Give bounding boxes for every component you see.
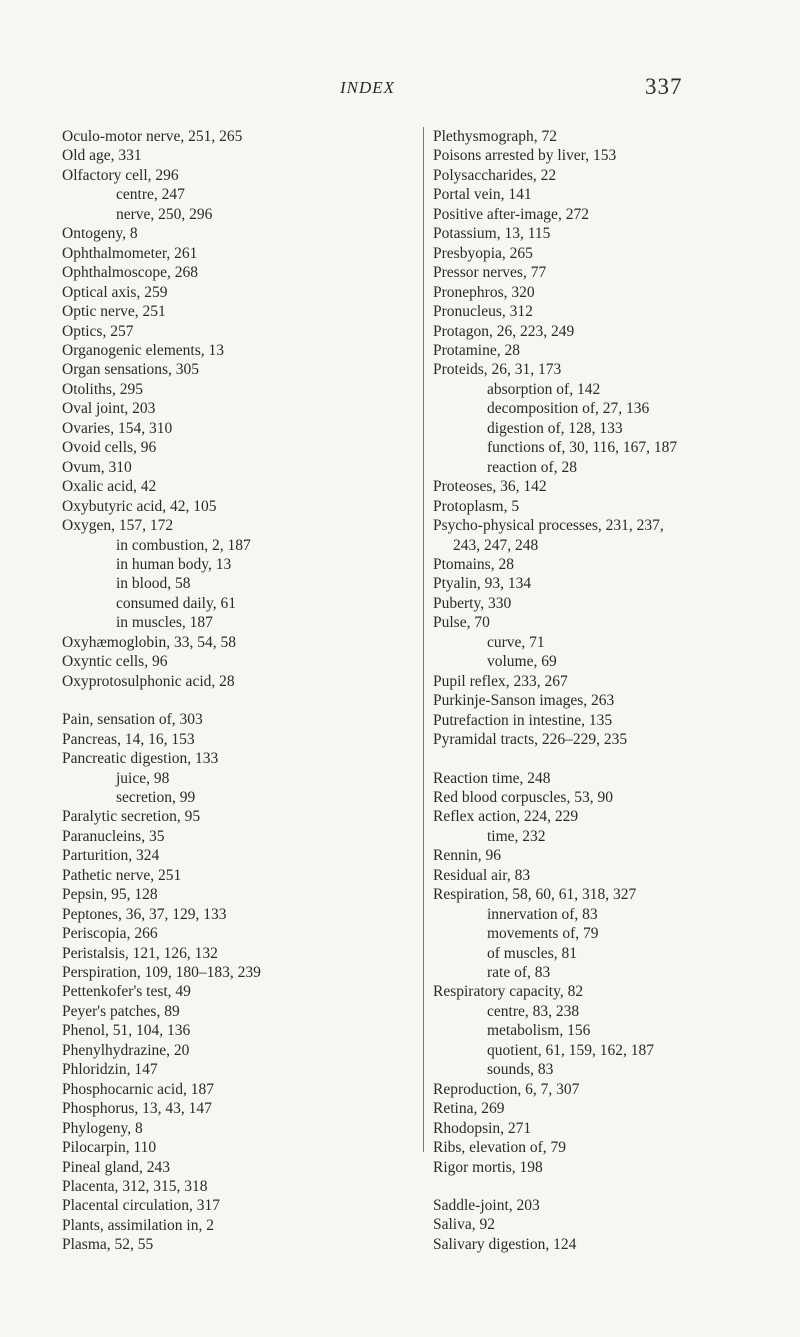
index-entry: Otoliths, 295 [62,380,143,398]
index-entry: Oxybutyric acid, 42, 105 [62,497,217,515]
index-entry: Pathetic nerve, 251 [62,866,182,884]
index-entry: Pyramidal tracts, 226–229, 235 [433,731,628,749]
index-entry: Red blood corpuscles, 53, 90 [433,788,613,806]
index-entry: Organ sensations, 305 [62,361,200,379]
index-entry: Protamine, 28 [433,341,520,359]
index-entry: Psycho-physical processes, 231, 237, [433,517,664,535]
index-entry: Saddle-joint, 203 [433,1197,540,1215]
index-entry: Oxalic acid, 42 [62,478,157,496]
index-subentry: reaction of, 28 [487,458,577,476]
index-entry: Phenylhydrazine, 20 [62,1041,190,1059]
index-entry: Ptyalin, 93, 134 [433,575,532,593]
index-entry: Periscopia, 266 [62,925,158,943]
index-entry: Peristalsis, 121, 126, 132 [62,944,218,962]
index-subentry: in human body, 13 [116,555,232,573]
index-subentry: time, 232 [487,827,546,845]
index-entry: Ribs, elevation of, 79 [433,1139,567,1157]
index-entry: Pilocarpin, 110 [62,1139,157,1157]
index-entry: Ovaries, 154, 310 [62,419,173,437]
index-subentry: volume, 69 [487,653,557,671]
index-entry: Pancreas, 14, 16, 153 [62,730,195,748]
index-entry: Ontogeny, 8 [62,225,138,243]
index-entry: Polysaccharides, 22 [433,166,557,184]
index-entry: Placental circulation, 317 [62,1197,220,1215]
index-subentry: rate of, 83 [487,964,551,982]
page-header [0,74,800,110]
index-entry: Positive after-image, 272 [433,205,589,223]
index-entry: Ovum, 310 [62,458,132,476]
index-subentry: digestion of, 128, 133 [487,419,623,437]
index-entry: Pain, sensation of, 303 [62,711,203,729]
index-entry: Oculo-motor nerve, 251, 265 [62,128,243,145]
index-entry: Ovoid cells, 96 [62,439,157,457]
index-entry: Presbyopia, 265 [433,244,533,262]
index-entry: Placenta, 312, 315, 318 [62,1178,208,1196]
index-entry: Oxyhæmoglobin, 33, 54, 58 [62,633,236,651]
index-subentry: absorption of, 142 [487,380,601,398]
index-entry: Plants, assimilation in, 2 [62,1216,214,1234]
index-entry: Optics, 257 [62,322,134,340]
index-entry: Potassium, 13, 115 [433,225,551,243]
index-subentry: quotient, 61, 159, 162, 187 [487,1041,655,1059]
index-subentry: curve, 71 [487,633,545,651]
index-entry: Olfactory cell, 296 [62,166,179,184]
index-entry: Reflex action, 224, 229 [433,808,579,826]
running-title: INDEX [340,78,396,97]
index-entry: Optic nerve, 251 [62,303,166,321]
index-subentry: metabolism, 156 [487,1022,591,1040]
index-entry: Saliva, 92 [433,1216,495,1234]
index-entry: Plasma, 52, 55 [62,1236,154,1254]
index-entry: Peptones, 36, 37, 129, 133 [62,905,227,923]
index-subentry: in muscles, 187 [116,614,213,632]
index-subentry: secretion, 99 [116,788,196,806]
index-entry: Pronephros, 320 [433,283,535,301]
index-entry: Salivary digestion, 124 [433,1235,577,1253]
index-subentry: of muscles, 81 [487,944,577,962]
index-entry: Proteids, 26, 31, 173 [433,361,562,379]
index-entry: Rennin, 96 [433,847,502,865]
index-entry: Puberty, 330 [433,594,512,612]
index-entry: Phosphorus, 13, 43, 147 [62,1100,212,1118]
index-entry: Reproduction, 6, 7, 307 [433,1080,580,1098]
index-entry: Rigor mortis, 198 [433,1158,543,1176]
index-entry: Old age, 331 [62,147,142,165]
index-column-left [62,127,392,1255]
index-entry-continuation: 243, 247, 248 [453,536,539,554]
index-subentry: movements of, 79 [487,925,599,943]
index-subentry: sounds, 83 [487,1061,554,1079]
index-entry: Pressor nerves, 77 [433,264,547,282]
index-subentry: innervation of, 83 [487,905,598,923]
index-entry: Retina, 269 [433,1100,505,1118]
index-entry: Reaction time, 248 [433,769,551,787]
index-entry: Ophthalmometer, 261 [62,244,198,262]
index-entry: Oxyntic cells, 96 [62,653,168,671]
index-entry: Pettenkofer's test, 49 [62,983,191,1001]
index-subentry: functions of, 30, 116, 167, 187 [487,439,678,457]
index-entry: Oxygen, 157, 172 [62,517,174,535]
index-subentry: in blood, 58 [116,575,191,593]
index-entry: Protoplasm, 5 [433,497,520,515]
index-entry: Paranucleins, 35 [62,827,165,845]
index-entry: Pepsin, 95, 128 [62,886,158,904]
index-entry: Phylogeny, 8 [62,1119,143,1137]
index-subentry: consumed daily, 61 [116,594,236,612]
page-number: 337 [645,74,683,99]
index-entry: Purkinje-Sanson images, 263 [433,692,615,710]
index-entry: Proteoses, 36, 142 [433,478,547,496]
index-column-right [423,127,793,1253]
index-entry: Ptomains, 28 [433,555,514,573]
index-subentry: nerve, 250, 296 [116,205,213,223]
index-entry: Poisons arrested by liver, 153 [433,147,617,165]
index-entry: Perspiration, 109, 180–183, 239 [62,964,261,982]
index-entry: Residual air, 83 [433,866,531,884]
index-entry: Peyer's patches, 89 [62,1002,180,1020]
index-entry: Oval joint, 203 [62,400,156,418]
index-entry: Oxyprotosulphonic acid, 28 [62,672,235,690]
index-entry: Plethysmograph, 72 [433,128,557,145]
index-entry: Phenol, 51, 104, 136 [62,1022,191,1040]
index-entry: Putrefaction in intestine, 135 [433,711,613,729]
index-entry: Parturition, 324 [62,847,160,865]
index-subentry: centre, 83, 238 [487,1002,580,1020]
index-entry: Portal vein, 141 [433,186,532,204]
index-entry: Pronucleus, 312 [433,303,533,321]
index-entry: Respiration, 58, 60, 61, 318, 327 [433,886,637,904]
index-entry: Respiratory capacity, 82 [433,983,584,1001]
index-entry: Pupil reflex, 233, 267 [433,672,568,690]
index-entry: Pineal gland, 243 [62,1158,171,1176]
index-subentry: decomposition of, 27, 136 [487,400,650,418]
index-entry: Organogenic elements, 13 [62,341,224,359]
index-entry: Phloridzin, 147 [62,1061,158,1079]
index-subentry: centre, 247 [116,186,185,204]
index-entry: Optical axis, 259 [62,283,168,301]
index-entry: Protagon, 26, 223, 249 [433,322,575,340]
index-entry: Ophthalmoscope, 268 [62,264,199,282]
index-entry: Pancreatic digestion, 133 [62,750,219,768]
index-entry: Phosphocarnic acid, 187 [62,1080,214,1098]
index-entry: Rhodopsin, 271 [433,1119,532,1137]
index-entry: Paralytic secretion, 95 [62,808,201,826]
index-entry: Pulse, 70 [433,614,490,632]
index-subentry: juice, 98 [116,769,170,787]
index-subentry: in combustion, 2, 187 [116,536,251,554]
